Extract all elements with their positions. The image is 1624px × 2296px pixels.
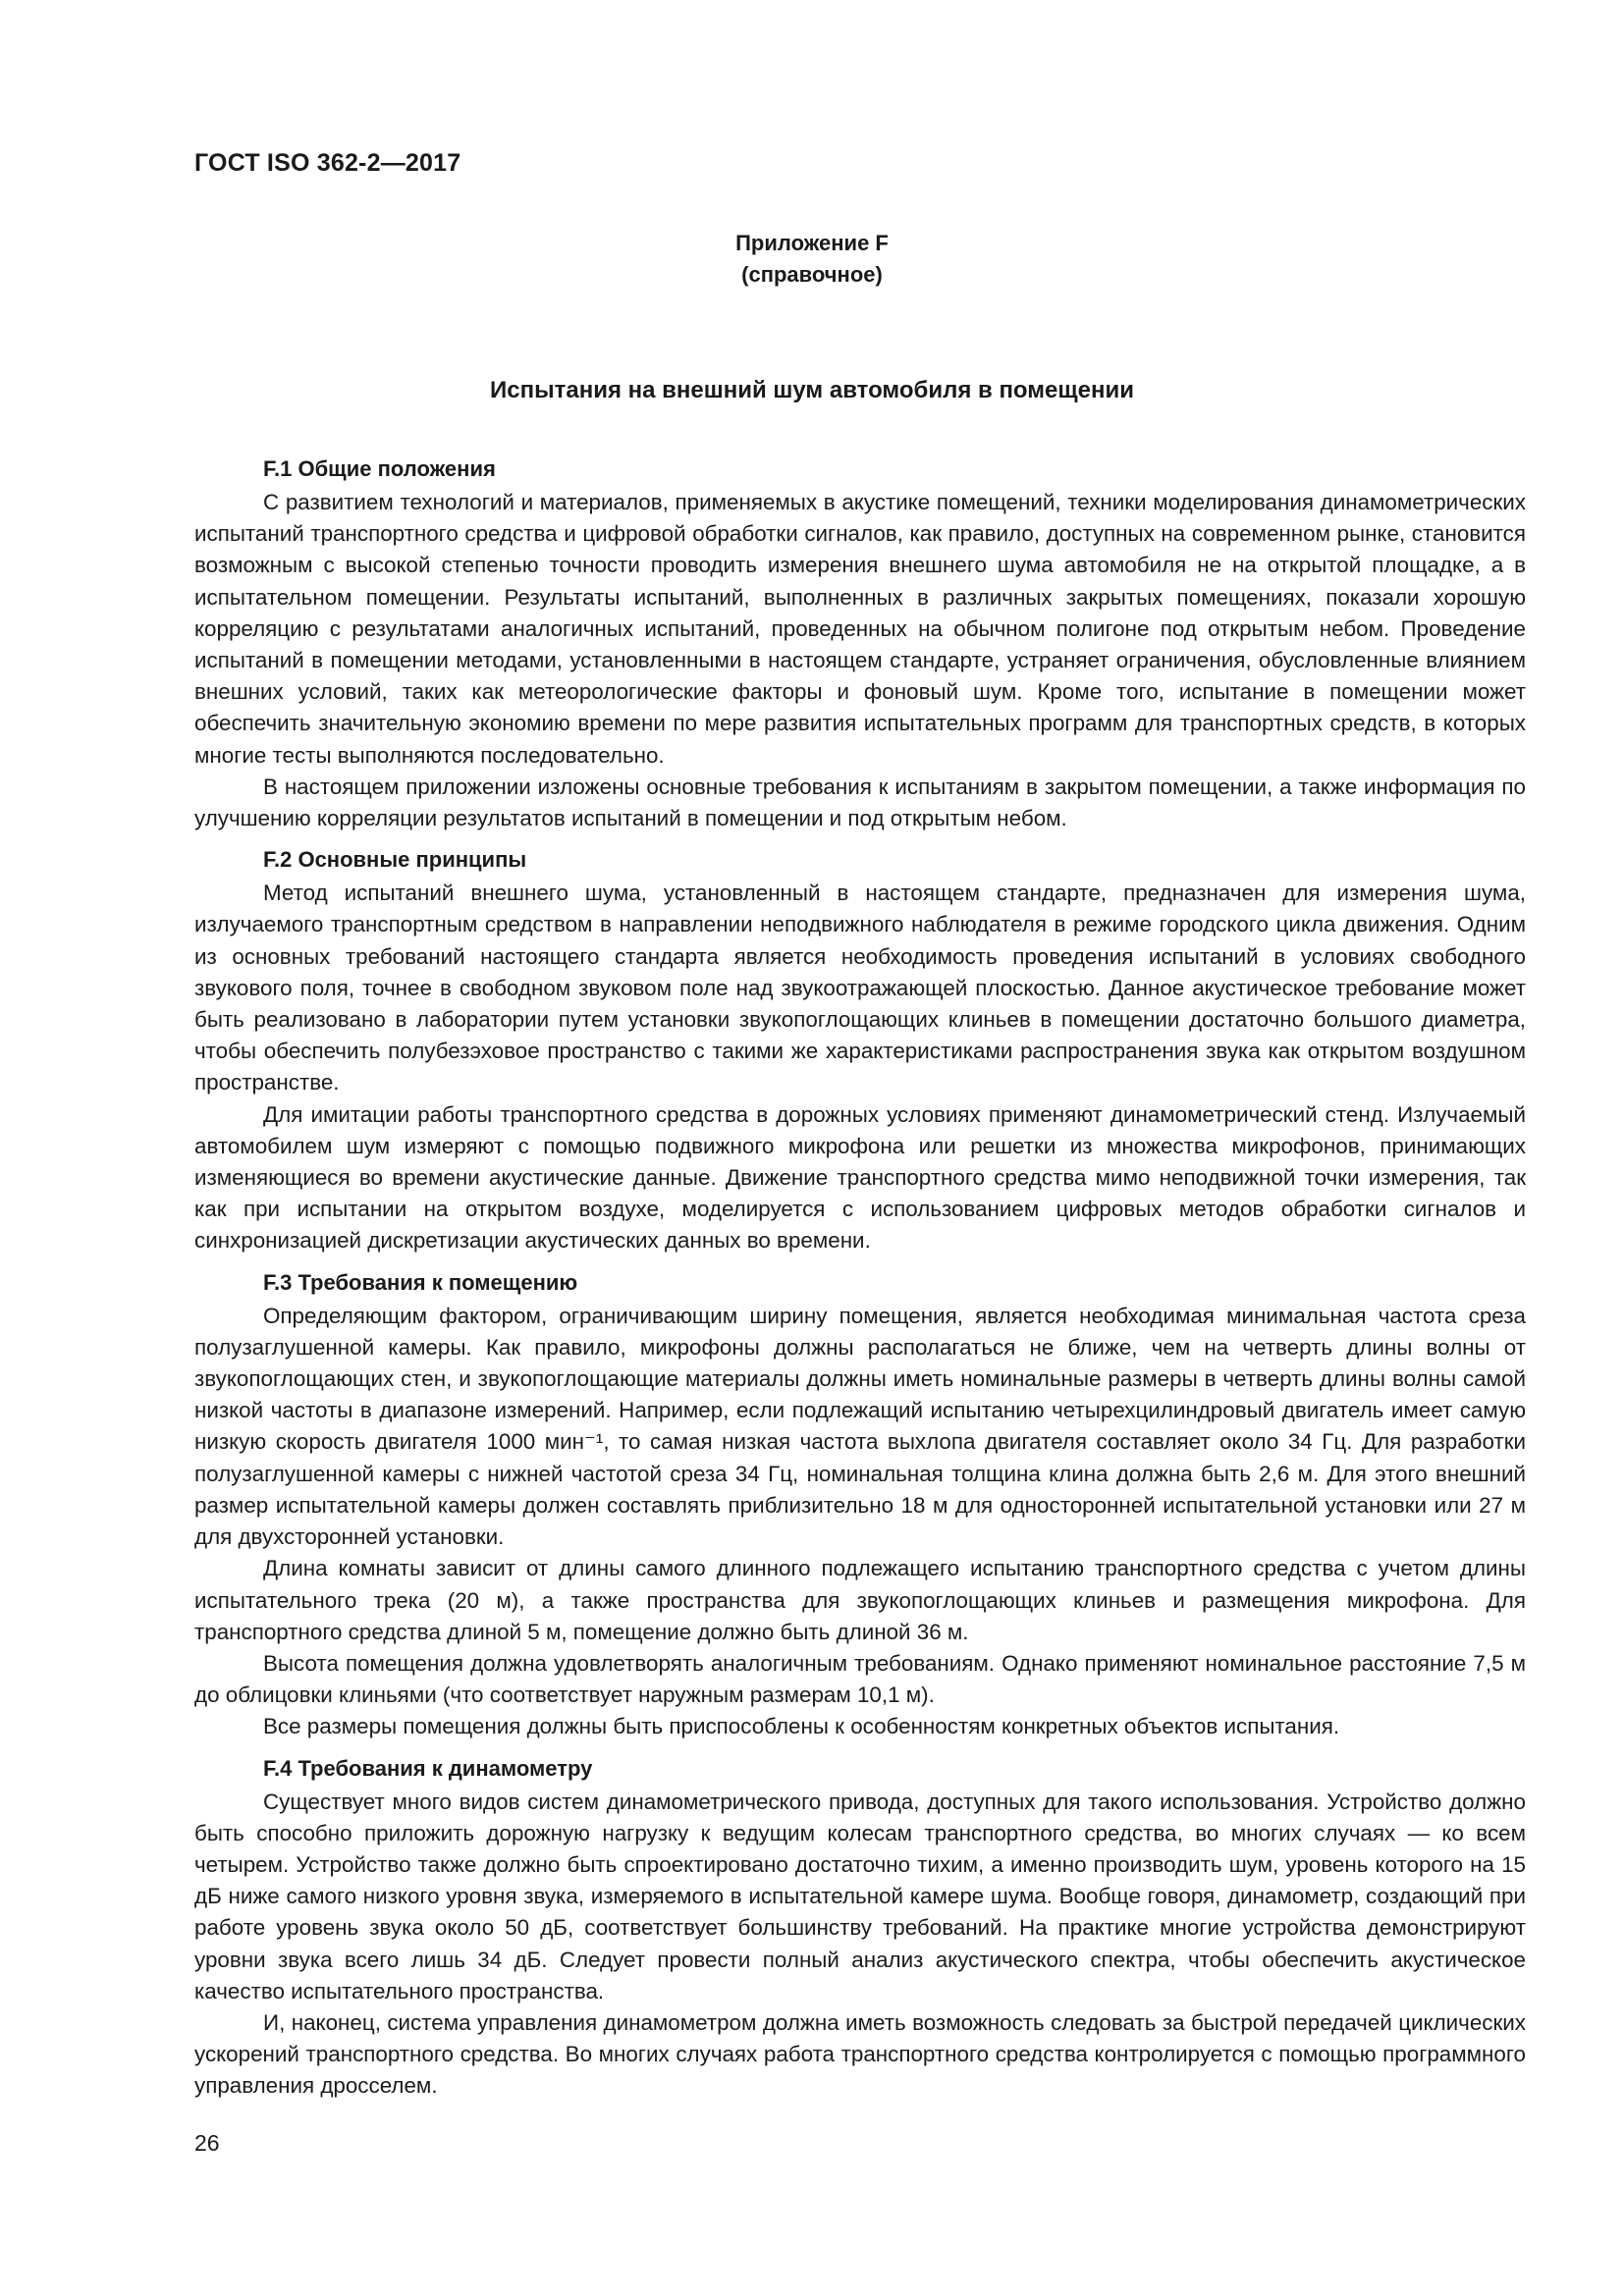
paragraph: В настоящем приложении изложены основные требования к испытаниям в закрытом помещении, а также информация по улучшению корреляции результатов испытаний в помещении и под открытым небом.: [194, 774, 1526, 831]
appendix-heading: [0, 228, 1624, 291]
section-f3: [194, 1267, 1526, 1743]
paragraph: И, наконец, система управления динамометром должна иметь возможность следовать за быстрой передачей циклических ускорений транспортного средства. Во многих случаях работа транспортного средства контролируется с помощью программного управления дросселем.: [194, 2009, 1526, 2099]
page-number: 26: [194, 2130, 220, 2156]
document-title: Испытания на внешний шум автомобиля в помещении: [490, 377, 1134, 403]
section-heading: F.2 Основные принципы: [263, 847, 527, 873]
paragraph: Длина комнаты зависит от длины самого длинного подлежащего испытанию транспортного средства с учетом длины испытательного трека (20 м), а также пространства для звукопоглощающих клиньев и размещения микрофона. Для транспортного средства длиной 5 м, помещение должно быть длиной 36 м.: [194, 1556, 1526, 1644]
section-heading: F.1 Общие положения: [263, 456, 496, 481]
paragraph: Определяющим фактором, ограничивающим ширину помещения, является необходимая минимальная частота среза полузаглушенной камеры. Как правило, микрофоны должны располагаться не ближе, чем на четверть длины волны от звукопоглощающих стен, и звукопоглощающие материалы должны иметь номинальные размеры в четверть длины волны самой низкой частоты в диапазоне измерений. Например, если подлежащий испытанию четырехцилиндровый двигатель имеет самую низкую скорость двигателя 1000 мин⁻¹, то самая низкая частота выхлопа двигателя составляет около 34 Гц. Для разработки полузаглушенной камеры с нижней частотой среза 34 Гц, номинальная толщина клина должна быть 2,6 м. Для этого внешний размер испытательной камеры должен составлять приблизительно 18 м для односторонней испытательной установки или 27 м для двухсторонней установки.: [194, 1303, 1526, 1550]
standard-code-header: ГОСТ ISO 362-2—2017: [194, 149, 461, 177]
paragraph: Существует много видов систем динамометрического привода, доступных для такого использования. Устройство должно быть способно приложить дорожную нагрузку к ведущим колесам транспортного средства, во многих случаях — ко всем четырем. Устройство также должно быть спроектировано достаточно тихим, а именно производить шум, уровень которого на 15 дБ ниже самого низкого уровня звука, измеряемого в испытательной камере шума. Вообще говоря, динамометр, создающий при работе уровень звука около 50 дБ, соответствует большинству требований. На практике многие устройства демонстрируют уровни звука всего лишь 34 дБ. Следует провести полный анализ акустического спектра, чтобы обеспечить акустическое качество испытательного пространства.: [194, 1789, 1526, 2003]
paragraph: Все размеры помещения должны быть приспособлены к особенностям конкретных объектов испытания.: [263, 1714, 1340, 1739]
paragraph: Для имитации работы транспортного средства в дорожных условиях применяют динамометрический стенд. Излучаемый автомобилем шум измеряют с помощью подвижного микрофона или решетки из множества микрофонов, принимающих изменяющиеся во времени акустические данные. Движение транспортного средства мимо неподвижной точки измерения, так как при испытании на открытом воздухе, моделируется с использованием цифровых методов обработки сигналов и синхронизацией дискретизации акустических данных во времени.: [194, 1101, 1526, 1254]
section-heading: F.3 Требования к помещению: [263, 1269, 578, 1295]
section-heading: F.4 Требования к динамометру: [263, 1755, 593, 1781]
section-f4: [194, 1753, 1526, 2103]
paragraph: С развитием технологий и материалов, применяемых в акустике помещений, техники моделирования динамометрических испытаний транспортного средства и цифровой обработки сигналов, как правило, доступных на современном рынке, становится возможным с высокой степенью точности проводить измерения внешнего шума автомобиля не на открытой площадке, а в испытательном помещении. Результаты испытаний, выполненных в различных закрытых помещениях, показали хорошую корреляцию с результатами аналогичных испытаний, проведенных на обычном полигоне под открытым небом. Проведение испытаний в помещении методами, установленными в настоящем стандарте, устраняет ограничения, обусловленные влиянием внешних условий, таких как метеорологические факторы и фоновый шум. Кроме того, испытание в помещении может обеспечить значительную экономию времени по мере развития испытательных программ для транспортных средств, в которых многие тесты выполняются последовательно.: [194, 490, 1526, 768]
appendix-type: (справочное): [741, 262, 883, 287]
document-body: [194, 454, 1526, 2112]
paragraph: Высота помещения должна удовлетворять аналогичным требованиям. Однако применяют номинальное расстояние 7,5 м до облицовки клиньями (что соответствует наружным размерам 10,1 м).: [194, 1650, 1526, 1708]
section-f2: [194, 844, 1526, 1256]
section-f1: [194, 454, 1526, 834]
paragraph: Метод испытаний внешнего шума, установленный в настоящем стандарте, предназначен для измерения шума, излучаемого транспортным средством в направлении неподвижного наблюдателя в режиме городского цикла движения. Одним из основных требований настоящего стандарта является необходимость проведения испытаний в условиях свободного звукового поля, точнее в свободном звуковом поле над звукоотражающей плоскостью. Данное акустическое требование может быть реализовано в лаборатории путем установки звукопоглощающих клиньев в помещении достаточно большого диаметра, чтобы обеспечить полубезэховое пространство с такими же характеристиками распространения звука как открытом воздушном пространстве.: [194, 881, 1526, 1095]
appendix-label: Приложение F: [735, 231, 889, 255]
